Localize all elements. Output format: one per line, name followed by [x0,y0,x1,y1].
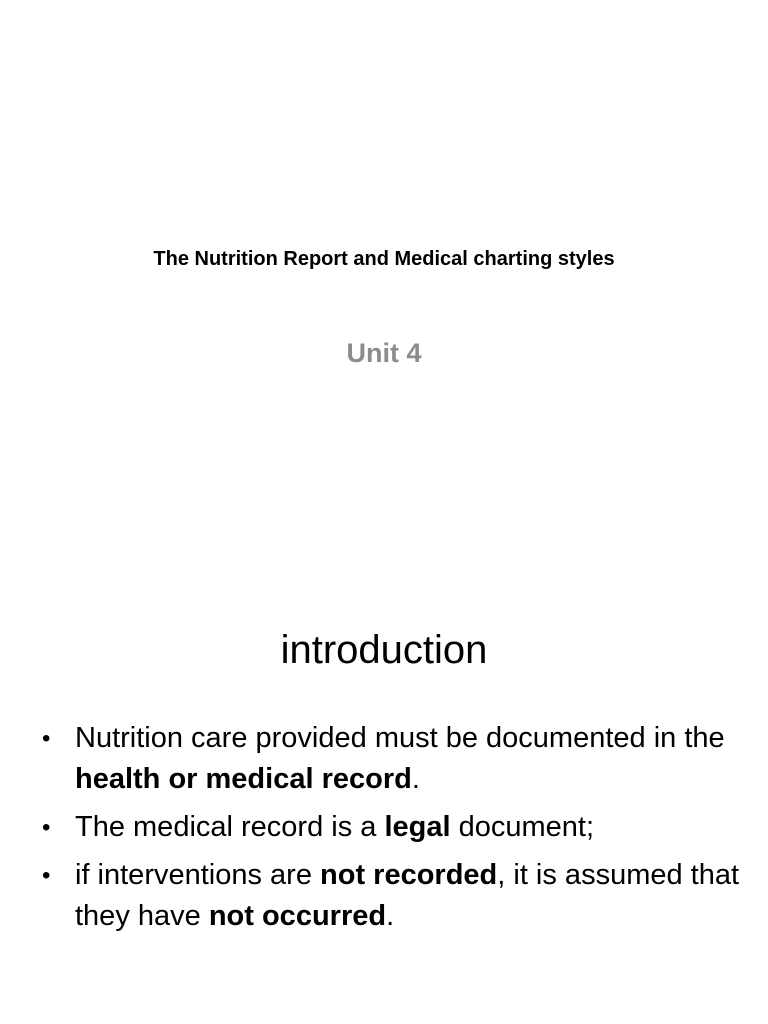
bullet-marker: • [42,814,51,841]
bullet-list [40,718,740,944]
bullet-text: , it is assumed that they have [75,859,740,932]
bullet-text: Nutrition care provided must be documented in the [75,722,725,754]
bullet-text-bold: not occurred [208,900,387,932]
slide-subtitle: Unit 4 [346,338,422,368]
bullet-marker: • [42,862,51,889]
bullet-text-bold: health or medical record [75,763,412,795]
bullet-marker: • [42,725,51,752]
bullet-text: The medical record is a [75,811,385,843]
bullet-text-bold: not recorded [320,859,498,891]
bullet-text: document; [450,811,595,843]
bullet-item [40,718,740,800]
bullet-text: if interventions are [75,859,321,891]
slide-heading: introduction [280,628,488,672]
bullet-item [40,807,740,848]
bullet-text-bold: legal [384,811,451,843]
bullet-text: . [411,763,420,795]
bullet-text: . [386,900,395,932]
bullet-item [40,855,740,937]
slide-title: The Nutrition Report and Medical charting styles [153,248,615,270]
content-slide [0,576,768,1024]
